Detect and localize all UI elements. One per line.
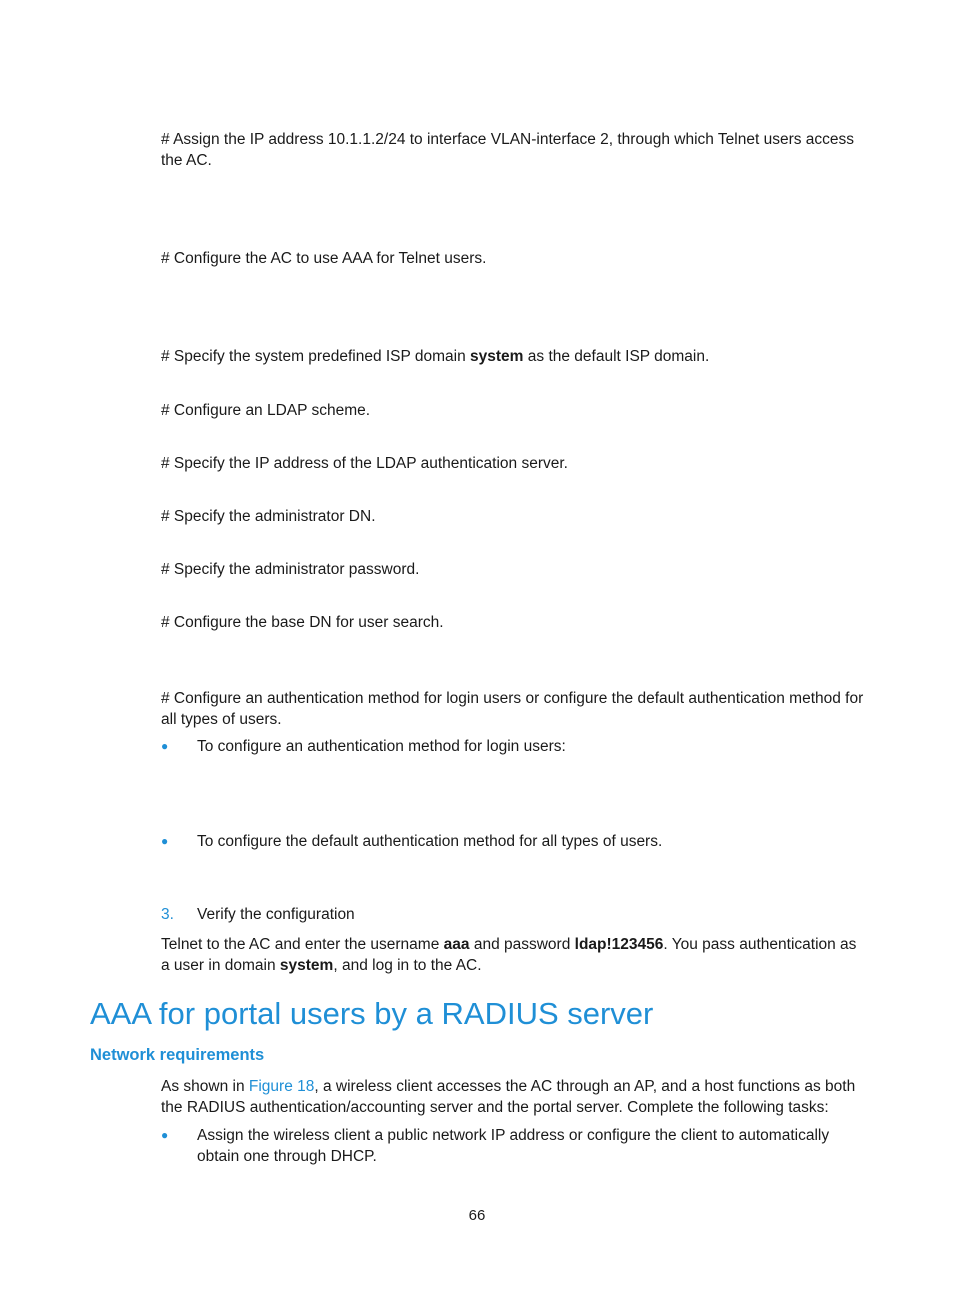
verify-text-4: , and log in to the AC. bbox=[333, 957, 482, 974]
specify-domain-paragraph bbox=[161, 346, 865, 367]
verify-domain: system bbox=[279, 957, 334, 974]
ldap-server-ip-paragraph: # Specify the IP address of the LDAP authentication server. bbox=[161, 455, 568, 472]
verify-username: aaa bbox=[443, 936, 470, 953]
ldap-scheme-paragraph: # Configure an LDAP scheme. bbox=[161, 402, 371, 419]
configure-aaa-paragraph: # Configure the AC to use AAA for Telnet users. bbox=[161, 250, 487, 267]
section-title: AAA for portal users by a RADIUS server bbox=[90, 996, 654, 1031]
network-requirements-paragraph bbox=[161, 1076, 865, 1118]
admin-password-paragraph: # Specify the administrator password. bbox=[161, 561, 420, 578]
verify-text-1: Telnet to the AC and enter the username bbox=[161, 936, 444, 953]
verify-text-3: . You pass authentication as a user in domain bbox=[161, 936, 857, 974]
verify-password: ldap!123456 bbox=[574, 936, 664, 953]
verify-paragraph bbox=[161, 934, 865, 976]
assign-ip-paragraph: # Assign the IP address 10.1.1.2/24 to interface VLAN-interface 2, through which Telnet users access the AC. bbox=[161, 131, 855, 169]
bullet-icon: ● bbox=[161, 739, 169, 753]
bullet-text: To configure the default authentication method for all types of users. bbox=[197, 833, 663, 850]
bullet-text: Assign the wireless client a public network IP address or configure the client to automatically obtain one through DHCP. bbox=[197, 1127, 830, 1165]
verify-text-2: and password bbox=[469, 936, 575, 953]
bullet-icon: ● bbox=[161, 1128, 169, 1142]
specify-domain-text-pre: # Specify the system predefined ISP domain bbox=[161, 348, 471, 365]
subsection-title: Network requirements bbox=[90, 1046, 265, 1064]
network-text-1: As shown in bbox=[161, 1078, 249, 1095]
specify-domain-text-post: as the default ISP domain. bbox=[523, 348, 710, 365]
base-dn-paragraph: # Configure the base DN for user search. bbox=[161, 614, 444, 631]
page-number: 66 bbox=[468, 1207, 486, 1224]
specify-domain-keyword: system bbox=[470, 348, 524, 365]
bullet-icon: ● bbox=[161, 834, 169, 848]
auth-method-paragraph: # Configure an authentication method for login users or configure the default authentication method for all types of users. bbox=[161, 690, 864, 728]
step-number: 3. bbox=[161, 906, 174, 923]
network-text-2: , a wireless client accesses the AC through an AP, and a host functions as both the RADIUS authentication/accounting server and the portal server. Complete the following tasks: bbox=[161, 1078, 856, 1116]
admin-dn-paragraph: # Specify the administrator DN. bbox=[161, 508, 376, 525]
step-label: Verify the configuration bbox=[197, 906, 355, 923]
bullet-text: To configure an authentication method for login users: bbox=[197, 738, 566, 755]
figure-link[interactable]: Figure 18 bbox=[248, 1078, 315, 1095]
